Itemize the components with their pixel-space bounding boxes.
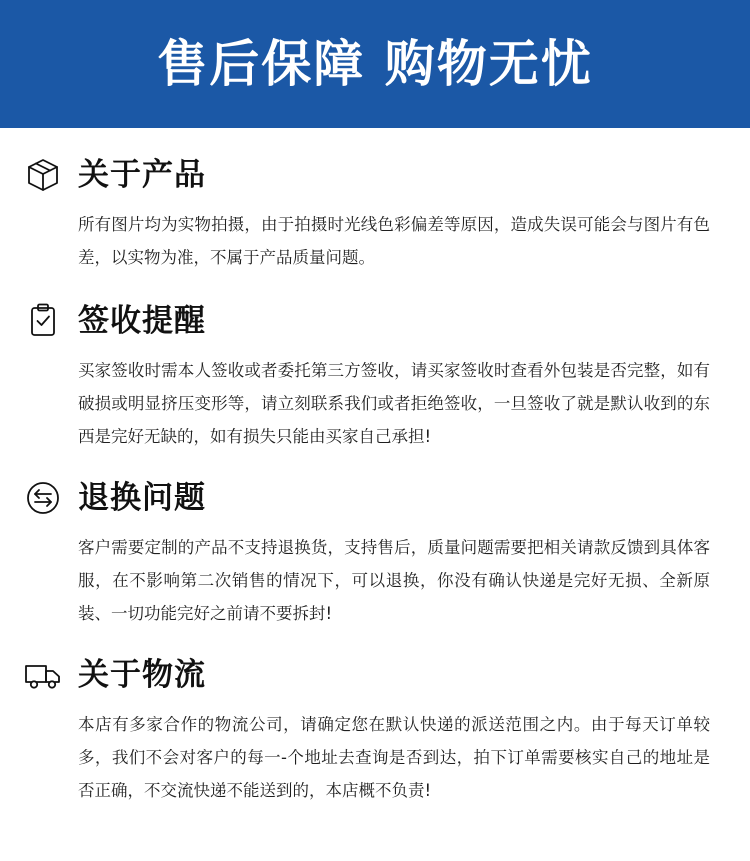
truck-icon bbox=[22, 654, 64, 696]
section-title: 关于物流 bbox=[78, 656, 206, 693]
banner-title: 售后保障 购物无忧 bbox=[157, 35, 593, 93]
section-title: 退换问题 bbox=[78, 479, 206, 516]
section-title: 关于产品 bbox=[78, 156, 206, 193]
box-icon bbox=[22, 154, 64, 196]
section-body: 买家签收时需本人签收或者委托第三方签收，请买家签收时查看外包装是否完整，如有破损或明显挤压变形等，请立刻联系我们或者拒绝签收，一旦签收了就是默认收到的东西是完好无缺的，如有损失只能由买家自己承担! bbox=[78, 361, 710, 446]
section-signing-reminder bbox=[0, 300, 750, 453]
section-body: 本店有多家合作的物流公司，请确定您在默认快递的派送范围之内。由于每天订单较多，我们不会对客户的每一-个地址去查询是否到达，拍下订单需要核实自己的地址是否正确，不交流快递不能送到的，本店概不负责! bbox=[78, 715, 710, 800]
section-header bbox=[22, 300, 720, 342]
sections-container bbox=[0, 128, 750, 807]
section-title: 签收提醒 bbox=[78, 302, 206, 339]
section-about-product bbox=[0, 154, 750, 274]
section-body: 客户需要定制的产品不支持退换货，支持售后，质量问题需要把相关请款反馈到具体客服，在不影响第二次销售的情况下，可以退换，你没有确认快递是完好无损、全新原装、一切功能完好之前请不要拆封! bbox=[78, 538, 710, 623]
section-about-logistics bbox=[0, 654, 750, 807]
clipboard-check-icon bbox=[22, 300, 64, 342]
section-header bbox=[22, 154, 720, 196]
banner bbox=[0, 0, 750, 128]
section-header bbox=[22, 477, 720, 519]
section-header bbox=[22, 654, 720, 696]
section-return-exchange bbox=[0, 477, 750, 630]
section-body: 所有图片均为实物拍摄，由于拍摄时光线色彩偏差等原因，造成失误可能会与图片有色差，以实物为准，不属于产品质量问题。 bbox=[78, 215, 710, 267]
return-arrow-icon bbox=[22, 477, 64, 519]
